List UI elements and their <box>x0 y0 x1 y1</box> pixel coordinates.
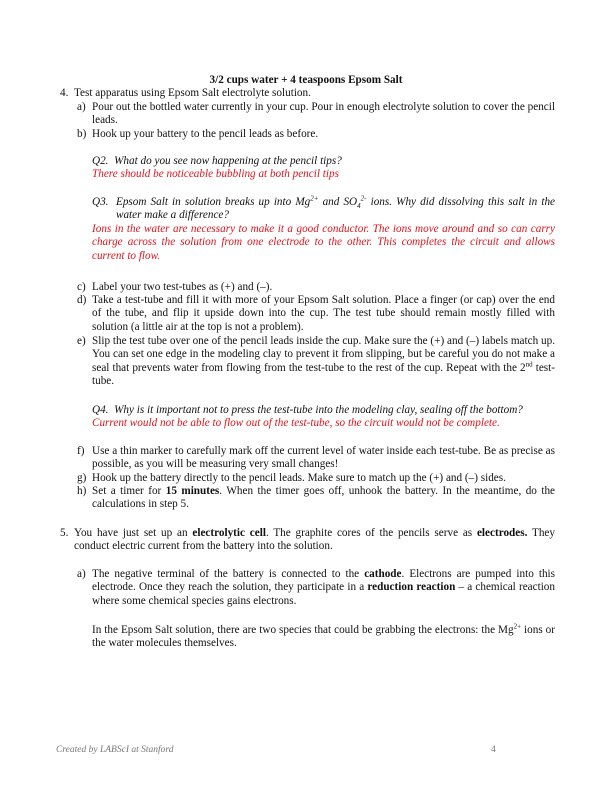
q4-text: Why is it important not to press the test-tube into the modeling clay, sealing off the bottom? <box>114 404 523 416</box>
page-title: 3/2 cups water + 4 teaspoons Epsom Salt <box>209 74 403 86</box>
step-4a-text: Pour out the bottled water currently in your cup. Pour in enough electrolyte solution to cover the pencil leads. <box>92 101 555 127</box>
step-5a-label: a) <box>77 568 86 580</box>
q2-label: Q2. <box>92 155 109 167</box>
step-5a-paragraph-2: In the Epsom Salt solution, there are two species that could be grabbing the electrons: the $Mg^{2+}$ ions or the water molecules themselves. <box>92 622 555 650</box>
step-4f-label: f) <box>77 445 85 457</box>
step-4h-label: h) <box>77 485 87 497</box>
step-4e-label: e) <box>77 335 86 347</box>
step-4d-text: Take a test-tube and fill it with more of your Epsom Salt solution. Place a finger (or cap) over the end of the tube, and flip it upside down into the cup. The test tube should remain mostly filled with solution (a little air at the top is not a problem). <box>92 294 555 333</box>
q4-label: Q4. <box>92 404 109 416</box>
step-5-text: You have just set up an electrolytic cell. The graphite cores of the pencils serve as electrodes. They conduct electric current from the battery into the solution. <box>74 527 555 553</box>
step-4d-label: d) <box>77 294 87 306</box>
step-4c-label: c) <box>77 281 86 293</box>
step-4g-label: g) <box>77 472 87 484</box>
step-4a-label: a) <box>77 101 86 113</box>
step-4f-text: Use a thin marker to carefully mark off the current level of water inside each test-tube. Be as precise as possible, as you will be measuring very small changes! <box>92 445 555 471</box>
step-5a-text: The negative terminal of the battery is connected to the cathode. Electrons are pumped into this electrode. Once they reach the solution, they participate in a reduction reaction – a chemical reaction where some chemical species gains electrons. <box>92 568 555 607</box>
page-number: 4 <box>491 745 496 755</box>
step-4c-text: Label your two test-tubes as (+) and (–). <box>92 281 273 293</box>
step-4-text: Test apparatus using Epsom Salt electrolyte solution. <box>74 87 311 99</box>
q4-answer: Current would not be able to flow out of the test-tube, so the circuit would not be complete. <box>92 417 500 429</box>
q2-question <box>92 155 555 168</box>
step-4b-text: Hook up your battery to the pencil leads as before. <box>92 128 319 140</box>
step-4b-label: b) <box>77 128 87 140</box>
q2-answer: There should be noticeable bubbling at both pencil tips <box>92 168 339 180</box>
footer-credit: Created by LABScI at Stanford <box>56 745 174 755</box>
step-5-number: 5. <box>60 527 69 539</box>
q3-answer: Ions in the water are necessary to make it a good conductor. The ions move around and so can carry charge across the solution from one electrode to the other. This completes the circuit and allows current to flow. <box>92 223 555 262</box>
q3-question: Epsom Salt in solution breaks up into $Mg^{2+}$ and $SO_4^{2-}$ ions. Why did dissolving this salt in the water make a difference? <box>116 194 555 222</box>
step-4g-text: Hook up the battery directly to the pencil leads. Make sure to match up the (+) and (–) sides. <box>92 472 506 484</box>
q3-label: Q3. <box>92 196 109 208</box>
q4-question <box>92 404 562 417</box>
q2-text: What do you see now happening at the pencil tips? <box>114 155 342 167</box>
step-4h-text: Set a timer for 15 minutes. When the timer goes off, unhook the battery. In the meantime, do the calculations in step 5. <box>92 485 556 511</box>
step-4e-text: Slip the test tube over one of the pencil leads inside the cup. Make sure the (+) and (–) labels match up. You can set one edge in the modeling clay to prevent it from slipping, but be careful you do not make a seal that prevents water from flowing from the test-tube to the rest of the cup. Repeat with the 2nd test-tube. <box>92 335 555 388</box>
step-4-number: 4. <box>60 87 69 99</box>
